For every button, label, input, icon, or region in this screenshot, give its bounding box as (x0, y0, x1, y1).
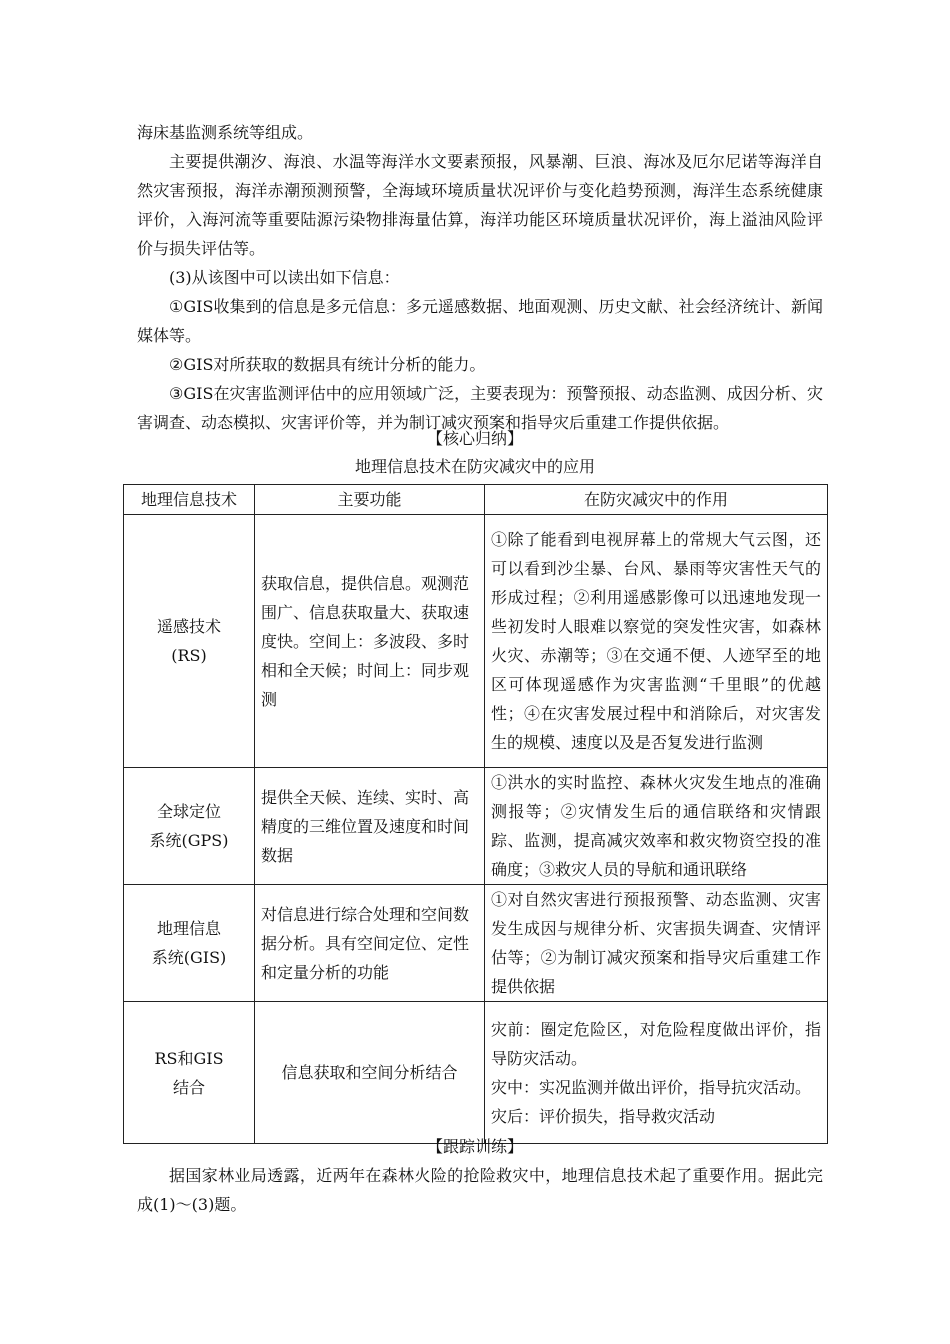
role-during-disaster: 灾中：实况监测并做出评价，指导抗灾活动。 (491, 1077, 812, 1097)
role-before-disaster: 灾前：圈定危险区，对危险程度做出评价，指导防灾活动。 (491, 1019, 821, 1068)
cell-role: ①除了能看到电视屏幕上的常规大气云图，还可以看到沙尘暴、台风、暴雨等灾害性天气的形成过程；②利用遥感影像可以迅速地发现一些初发时人眼难以察觉的突发性灾害，如森林火灾、赤潮等；③在交通不便、人迹罕至的地区可体现遥感作为灾害监测“千里眼”的优越性；④在灾害发展过程中和消除后，对灾害发生的规模、速度以及是否复发进行监测 (485, 515, 828, 768)
cell-function: 信息获取和空间分析结合 (255, 1002, 485, 1144)
tech-abbr: 系统(GIS) (151, 948, 227, 967)
tech-abbr: (RS) (171, 646, 207, 665)
cell-role: ①对自然灾害进行预报预警、动态监测、灾害发生成因与规律分析、灾害损失调查、灾情评估等；②为制订减灾预案和指导灾后重建工作提供依据 (485, 885, 828, 1002)
paragraph-marine-forecast: 主要提供潮汐、海浪、水温等海洋水文要素预报，风暴潮、巨浪、海冰及厄尔尼诺等海洋自然灾害预报，海洋赤潮预测预警，全海域环境质量状况评价与变化趋势预测，海洋生态系统健康评价，入海河流等重要陆源污染物排海量估算，海洋功能区环境质量状况评价，海上溢油风险评价与损失评估等。 (137, 152, 823, 258)
role-after-disaster: 灾后：评价损失，指导救灾活动 (491, 1106, 716, 1126)
tech-name: RS和GIS (154, 1048, 224, 1068)
cell-function: 对信息进行综合处理和空间数据分析。具有空间定位、定性和定量分析的功能 (255, 885, 485, 1002)
cell-tech (124, 515, 255, 768)
intro-section (137, 118, 823, 437)
tech-abbr: 结合 (172, 1077, 205, 1097)
paragraph-question-3: (3)从该图中可以读出如下信息： (169, 268, 400, 287)
table-row-gps (124, 768, 828, 885)
cell-function: 提供全天候、连续、实时、高精度的三维位置及速度和时间数据 (255, 768, 485, 885)
tech-abbr: 系统(GPS) (149, 831, 229, 850)
table-row-rs (124, 515, 828, 768)
core-summary-heading: 【核心归纳】 (426, 429, 523, 448)
header-function: 主要功能 (255, 485, 485, 515)
cell-role: ①洪水的实时监控、森林火灾发生地点的准确测报等；②灾情发生后的通信联络和灾情跟踪、监测，提高减灾效率和救灾物资空投的准确度；③救灾人员的导航和通讯联络 (485, 768, 828, 885)
cell-function: 获取信息，提供信息。观测范围广、信息获取量大、获取速度快。空间上：多波段、多时相和全天候；时间上：同步观测 (255, 515, 485, 768)
table-header-row (124, 485, 828, 515)
table-row-rs-gis (124, 1002, 828, 1144)
training-paragraph: 据国家林业局透露，近两年在森林火险的抢险救灾中，地理信息技术起了重要作用。据此完成(1)～(3)题。 (137, 1166, 823, 1214)
tech-name: 全球定位 (156, 802, 221, 821)
training-section (137, 1161, 823, 1219)
training-heading: 【跟踪训练】 (426, 1137, 523, 1156)
cell-role (485, 1002, 828, 1144)
paragraph-gis-point-2: ②GIS对所获取的数据具有统计分析的能力。 (169, 355, 486, 374)
tech-name: 地理信息 (156, 919, 221, 938)
cell-tech (124, 1002, 255, 1144)
table-title: 地理信息技术在防灾减灾中的应用 (354, 457, 595, 476)
cell-tech (124, 885, 255, 1002)
cell-tech (124, 768, 255, 885)
geo-tech-table (123, 484, 828, 1144)
header-tech: 地理信息技术 (124, 485, 255, 515)
paragraph-continuation: 海床基监测系统等组成。 (137, 123, 314, 142)
paragraph-gis-point-3: ③GIS在灾害监测评估中的应用领域广泛，主要表现为：预警预报、动态监测、成因分析、灾害调查、动态模拟、灾害评价等，并为制订减灾预案和指导灾后重建工作提供依据。 (137, 384, 823, 432)
header-role: 在防灾减灾中的作用 (485, 485, 828, 515)
tech-name: 遥感技术 (156, 617, 221, 636)
table-row-gis (124, 885, 828, 1002)
paragraph-gis-point-1: ①GIS收集到的信息是多元信息：多元遥感数据、地面观测、历史文献、社会经济统计、新闻媒体等。 (137, 297, 823, 345)
